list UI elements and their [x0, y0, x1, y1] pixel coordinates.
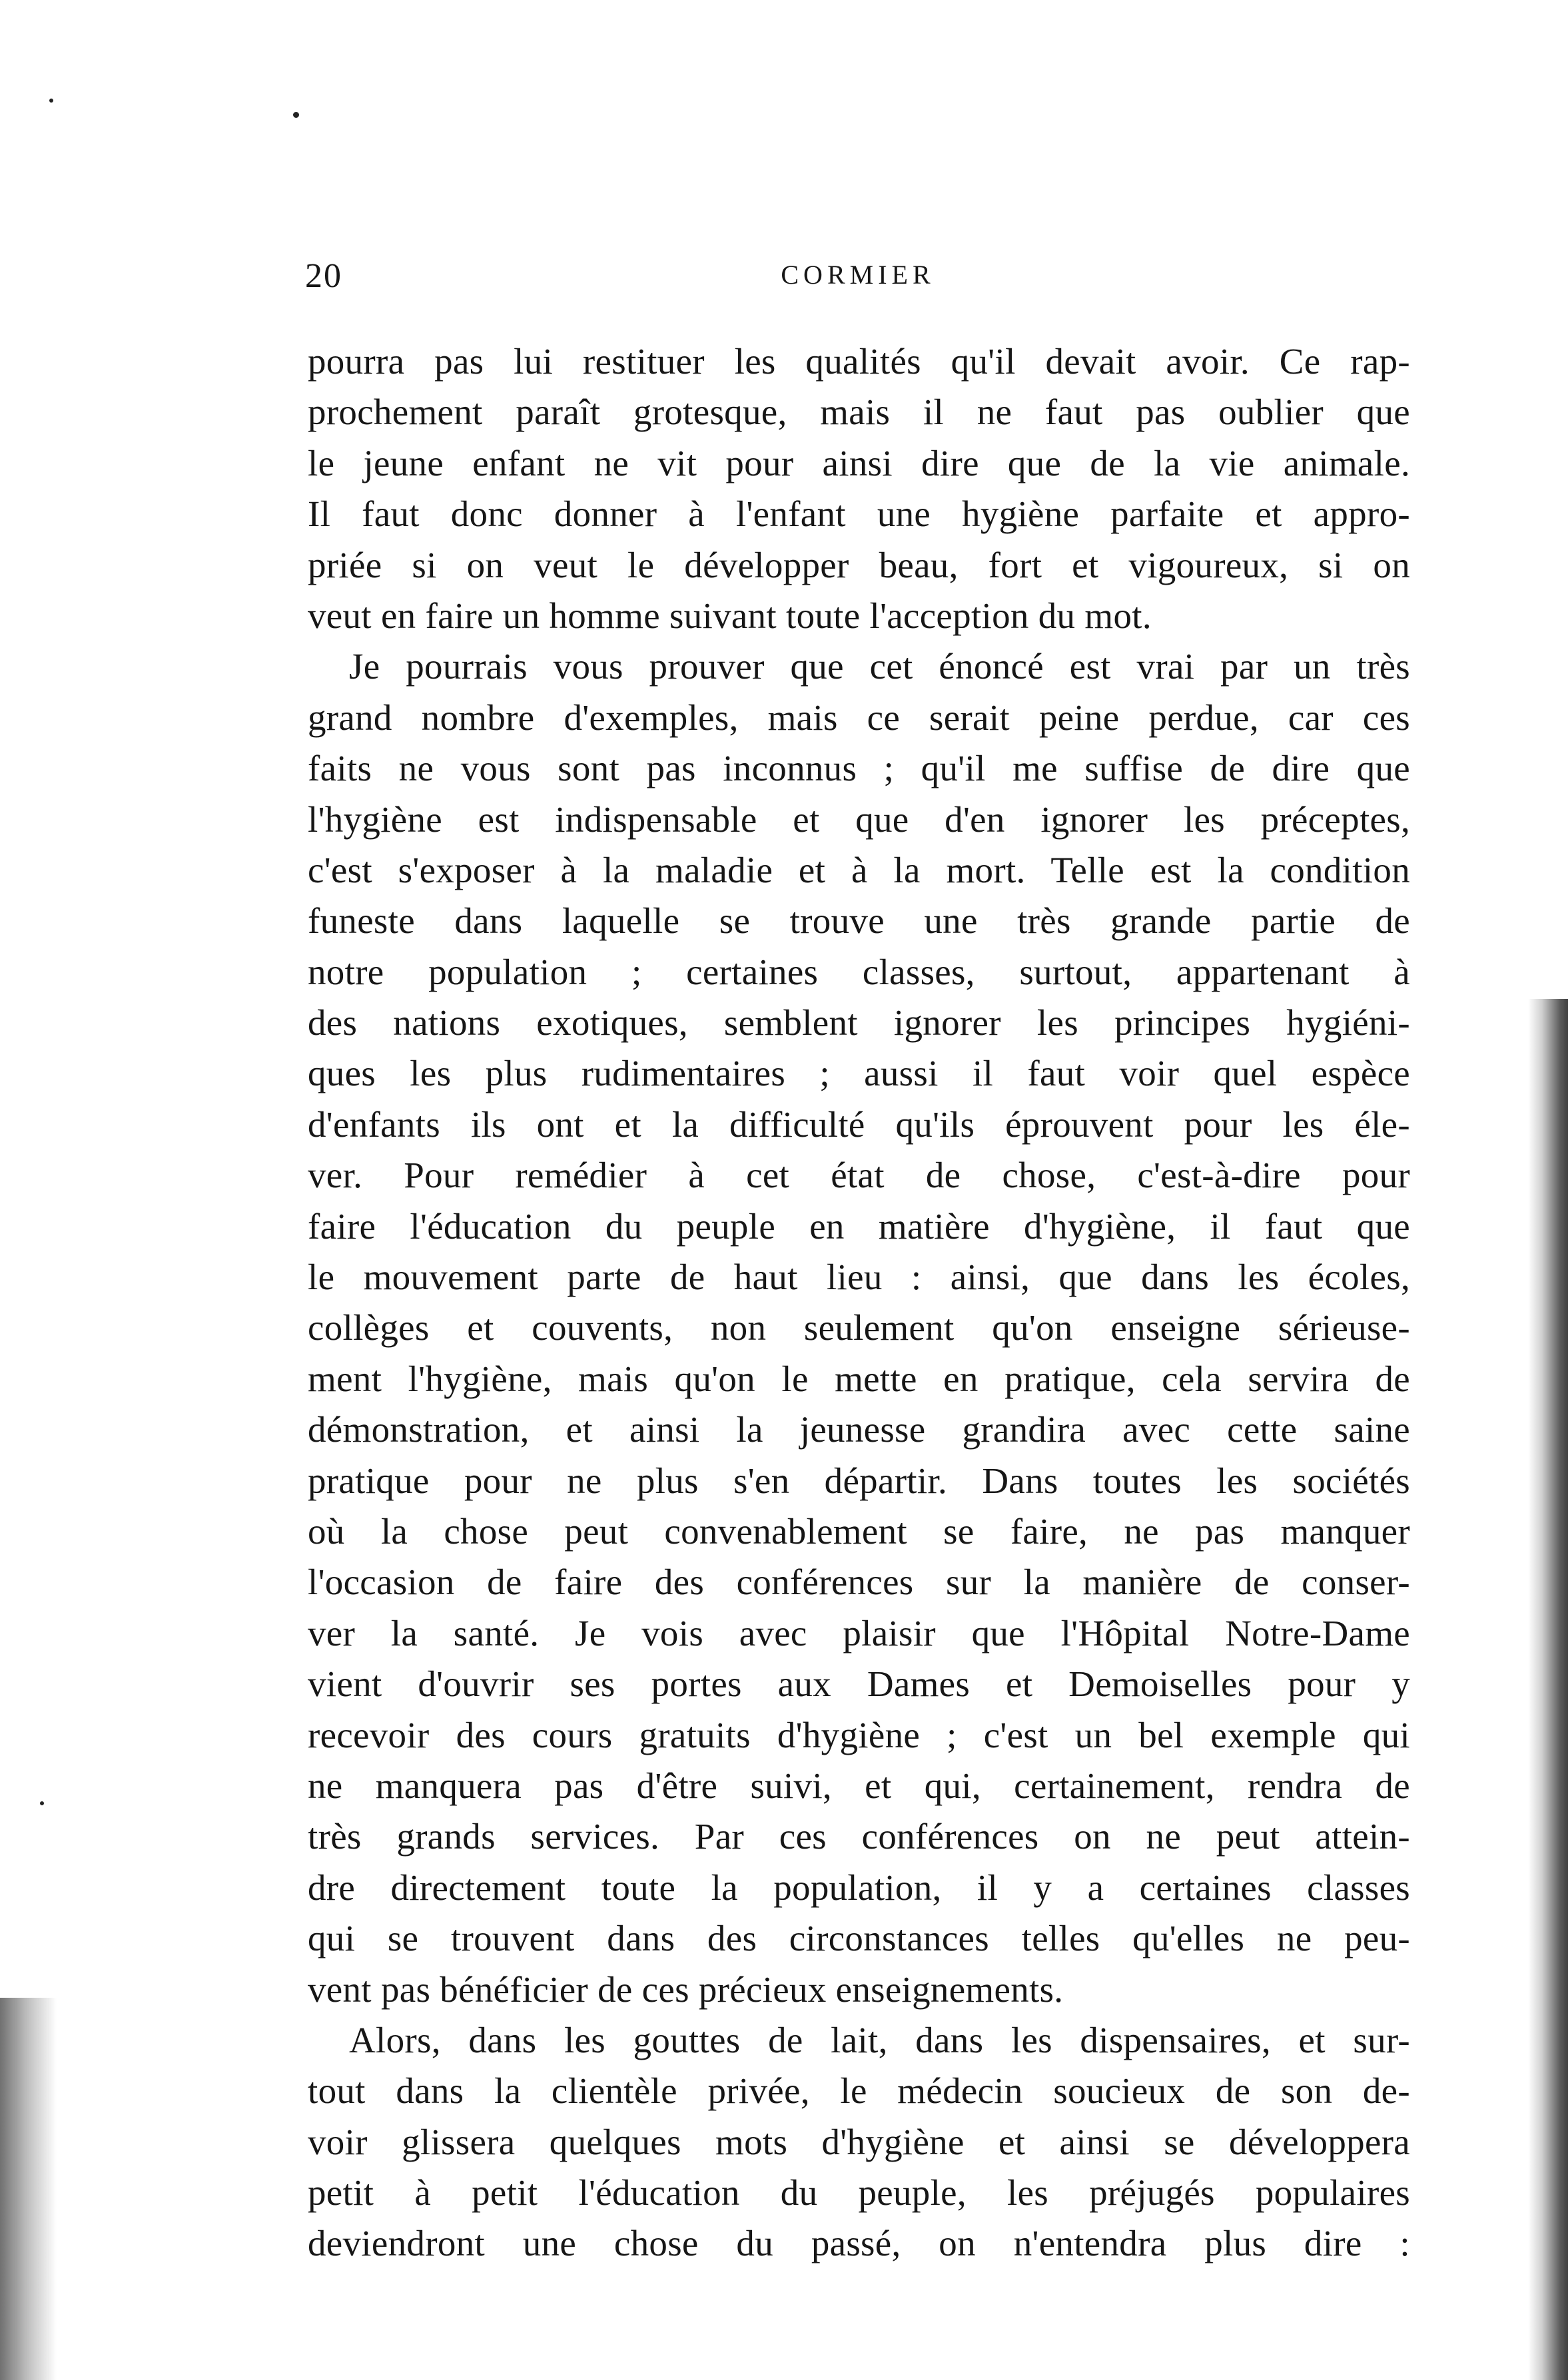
- text-line: grand nombre d'exemples, mais ce serait peine perdue, car ces: [308, 697, 1410, 738]
- text-line: faire l'éducation du peuple en matière d'hygiène, il faut que: [308, 1205, 1410, 1247]
- text-line: des nations exotiques, semblent ignorer les principes hygiéni-: [308, 1002, 1410, 1043]
- text-line: ques les plus rudimentaires ; aussi il faut voir quel espèce: [308, 1053, 1410, 1094]
- text-line: vient d'ouvrir ses portes aux Dames et Demoiselles pour y: [308, 1663, 1410, 1705]
- scan-edge-shadow-right: [1528, 999, 1568, 2380]
- text-line: prochement paraît grotesque, mais il ne faut pas oublier que: [308, 392, 1410, 433]
- text-line: où la chose peut convenablement se faire, ne pas manquer: [308, 1510, 1410, 1552]
- text-line: recevoir des cours gratuits d'hygiène ; c'est un bel exemple qui: [308, 1714, 1410, 1755]
- running-title: CORMIER: [781, 260, 935, 290]
- text-line: veut en faire un homme suivant toute l'acception du mot.: [308, 595, 1152, 636]
- text-line: tout dans la clientèle privée, le médecin soucieux de son de-: [308, 2070, 1410, 2112]
- text-line: ment l'hygiène, mais qu'on le mette en pratique, cela servira de: [308, 1358, 1410, 1399]
- text-line: ne manquera pas d'être suivi, et qui, certainement, rendra de: [308, 1765, 1410, 1806]
- text-line: le jeune enfant ne vit pour ainsi dire que de la vie animale.: [308, 442, 1410, 483]
- text-line: dre directement toute la population, il y a certaines classes: [308, 1867, 1410, 1908]
- text-line: le mouvement parte de haut lieu : ainsi, que dans les écoles,: [308, 1257, 1410, 1298]
- body-text: [308, 336, 1410, 2269]
- text-line: voir glissera quelques mots d'hygiène et ainsi se développera: [308, 2121, 1410, 2162]
- scan-speck: [293, 112, 299, 118]
- text-line: vent pas bénéficier de ces précieux enseignements.: [308, 1968, 1064, 2010]
- text-line: l'occasion de faire des conférences sur la manière de conser-: [308, 1562, 1410, 1603]
- text-line: funeste dans laquelle se trouve une très grande partie de: [308, 900, 1410, 942]
- text-line: petit à petit l'éducation du peuple, les préjugés populaires: [308, 2172, 1410, 2214]
- text-line: qui se trouvent dans des circonstances telles qu'elles ne peu-: [308, 1918, 1410, 1959]
- text-line: Alors, dans les gouttes de lait, dans les dispensaires, et sur-: [349, 2019, 1410, 2060]
- text-line: c'est s'exposer à la maladie et à la mort. Telle est la condition: [308, 849, 1410, 890]
- scan-speck: [40, 1801, 44, 1805]
- page-number: 20: [305, 257, 342, 295]
- text-line: deviendront une chose du passé, on n'entendra plus dire :: [308, 2223, 1410, 2264]
- scan-edge-shadow-left: [0, 1998, 57, 2380]
- text-line: priée si on veut le développer beau, fort et vigoureux, si on: [308, 544, 1410, 585]
- text-line: ver. Pour remédier à cet état de chose, c'est-à-dire pour: [308, 1155, 1410, 1196]
- text-line: pourra pas lui restituer les qualités qu'il devait avoir. Ce rap-: [308, 341, 1410, 382]
- text-line: l'hygiène est indispensable et que d'en ignorer les préceptes,: [308, 798, 1410, 840]
- text-line: très grands services. Par ces conférences on ne peut attein-: [308, 1816, 1410, 1857]
- text-line: d'enfants ils ont et la difficulté qu'ils éprouvent pour les éle-: [308, 1103, 1410, 1145]
- text-line: faits ne vous sont pas inconnus ; qu'il me suffise de dire que: [308, 748, 1410, 789]
- text-line: Il faut donc donner à l'enfant une hygiène parfaite et appro-: [308, 493, 1410, 535]
- text-line: collèges et couvents, non seulement qu'on enseigne sérieuse-: [308, 1307, 1410, 1348]
- scan-speck: [49, 99, 53, 103]
- text-line: pratique pour ne plus s'en départir. Dans toutes les sociétés: [308, 1460, 1410, 1501]
- text-line: notre population ; certaines classes, surtout, appartenant à: [308, 951, 1410, 992]
- text-line: ver la santé. Je vois avec plaisir que l'Hôpital Notre-Dame: [308, 1612, 1410, 1653]
- running-head: [305, 256, 1411, 303]
- text-line: démonstration, et ainsi la jeunesse grandira avec cette saine: [308, 1409, 1410, 1450]
- text-line: Je pourrais vous prouver que cet énoncé est vrai par un très: [349, 646, 1410, 687]
